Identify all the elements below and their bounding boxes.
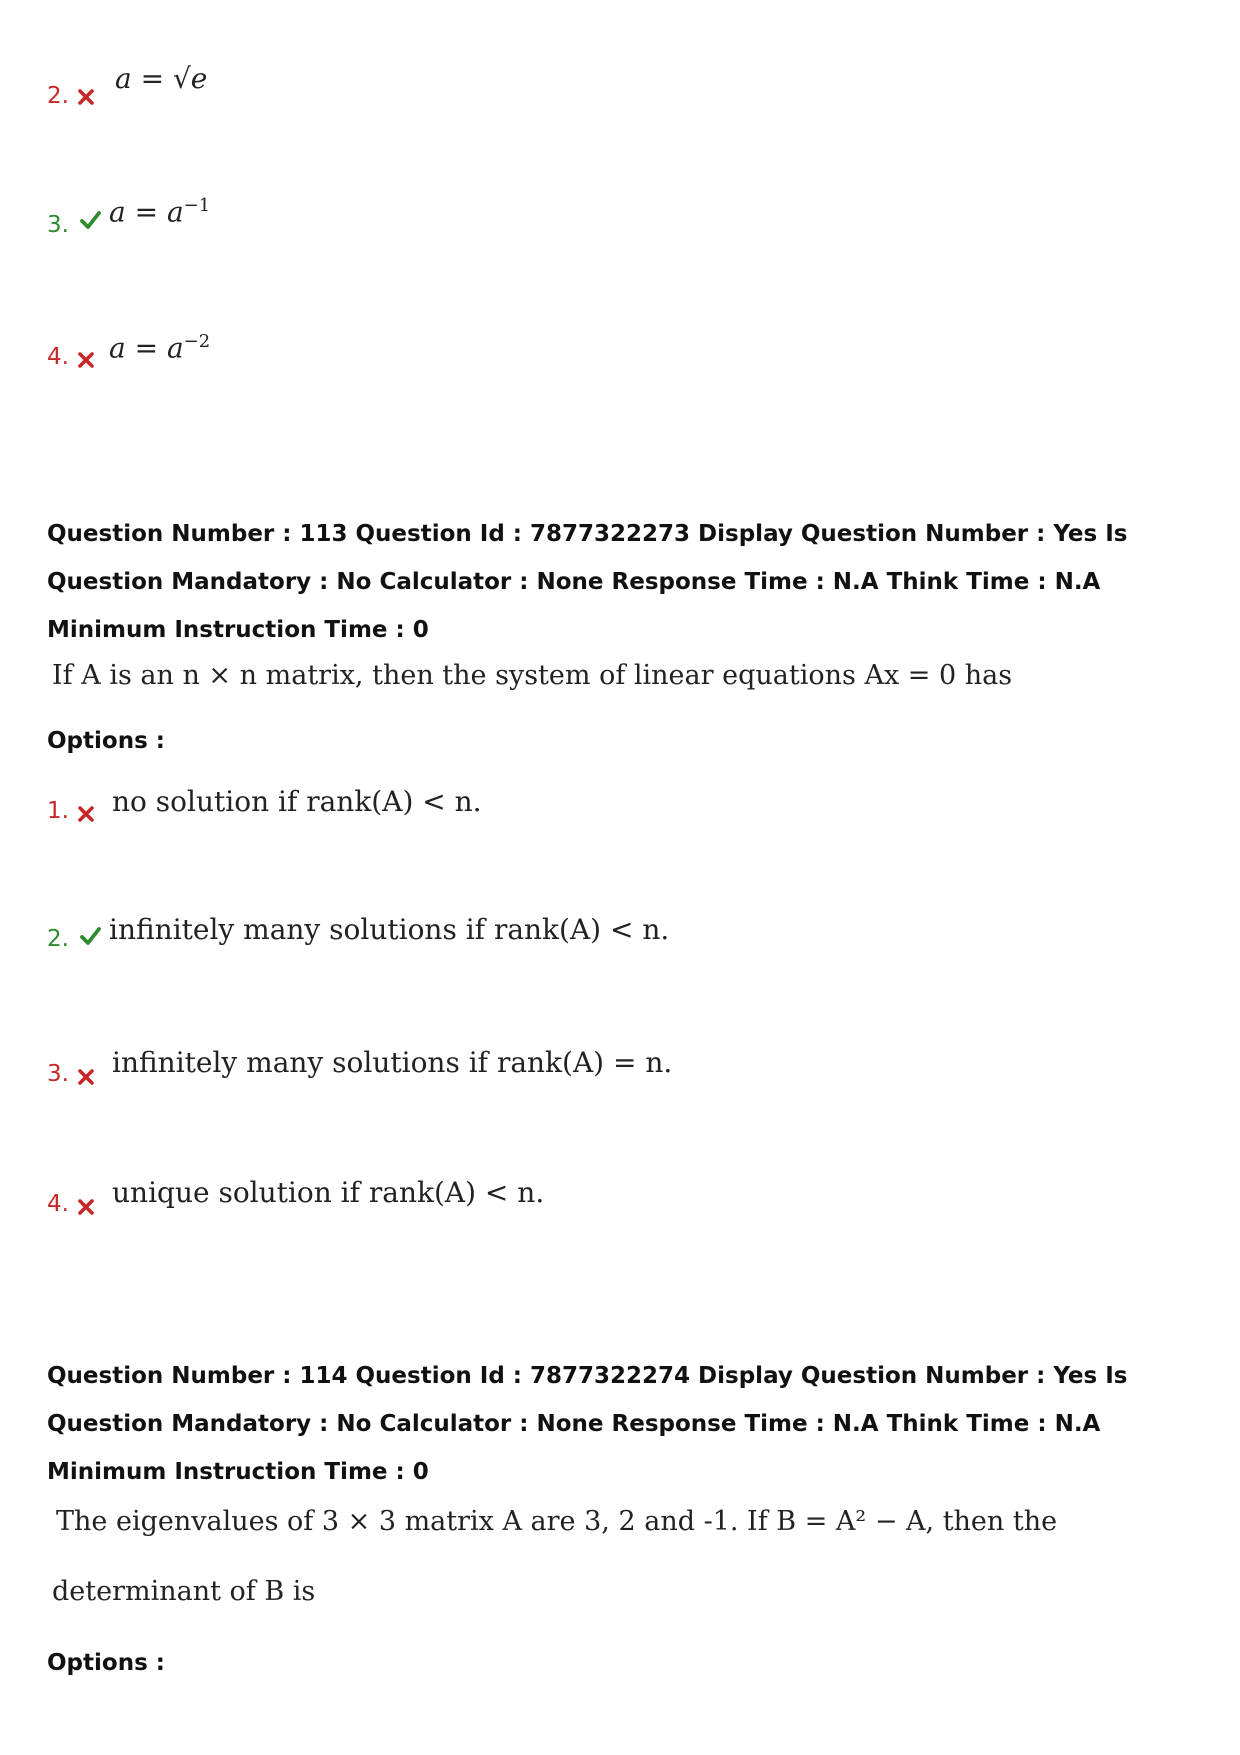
option-text: infinitely many solutions if rank(A) = n. [112,1046,673,1079]
question-text: If A is an n × n matrix, then the system of linear equations Ax = 0 has [52,660,1013,691]
check-icon [79,925,101,947]
option-number: 3. [47,212,69,238]
option-number: 2. [47,83,69,109]
option-3 [47,195,1047,271]
cross-icon [77,1198,95,1216]
option-1 [47,785,1047,857]
option-4 [47,331,1047,403]
question-text-line-2: determinant of B is [52,1576,316,1607]
option-text: unique solution if rank(A) < n. [112,1176,545,1209]
question-meta: Question Number : 113 Question Id : 7877322273 Display Question Number : Yes Is Question Mandatory : No Calculator : None Response Time : N.A Think Time : N.A Minimum Instruction Time : 0 [47,521,1128,643]
cross-icon [77,88,95,106]
option-math: $a = a^{-2}$ [109,331,211,365]
option-number: 2. [47,926,69,952]
option-4 [47,1176,1047,1250]
option-3 [47,1046,1047,1120]
question-text-line-1: The eigenvalues of 3 × 3 matrix A are 3, 2 and -1. If B = A² − A, then the [56,1506,1058,1537]
option-text: infinitely many solutions if rank(A) < n. [109,913,670,946]
option-math: $a = a^{-1}$ [109,195,211,229]
option-2 [47,62,1047,140]
option-number: 3. [47,1061,69,1087]
question-meta: Question Number : 114 Question Id : 7877322274 Display Question Number : Yes Is Question Mandatory : No Calculator : None Response Time : N.A Think Time : N.A Minimum Instruction Time : 0 [47,1363,1128,1485]
option-number: 4. [47,344,69,370]
options-label: Options : [47,1650,165,1676]
cross-icon [77,351,95,369]
option-math: a = √e [115,62,208,95]
check-icon [79,209,101,231]
cross-icon [77,1068,95,1086]
option-number: 4. [47,1191,69,1217]
cross-icon [77,805,95,823]
option-2 [47,913,1047,985]
option-text: no solution if rank(A) < n. [112,785,482,818]
option-number: 1. [47,798,69,824]
options-label: Options : [47,728,165,754]
